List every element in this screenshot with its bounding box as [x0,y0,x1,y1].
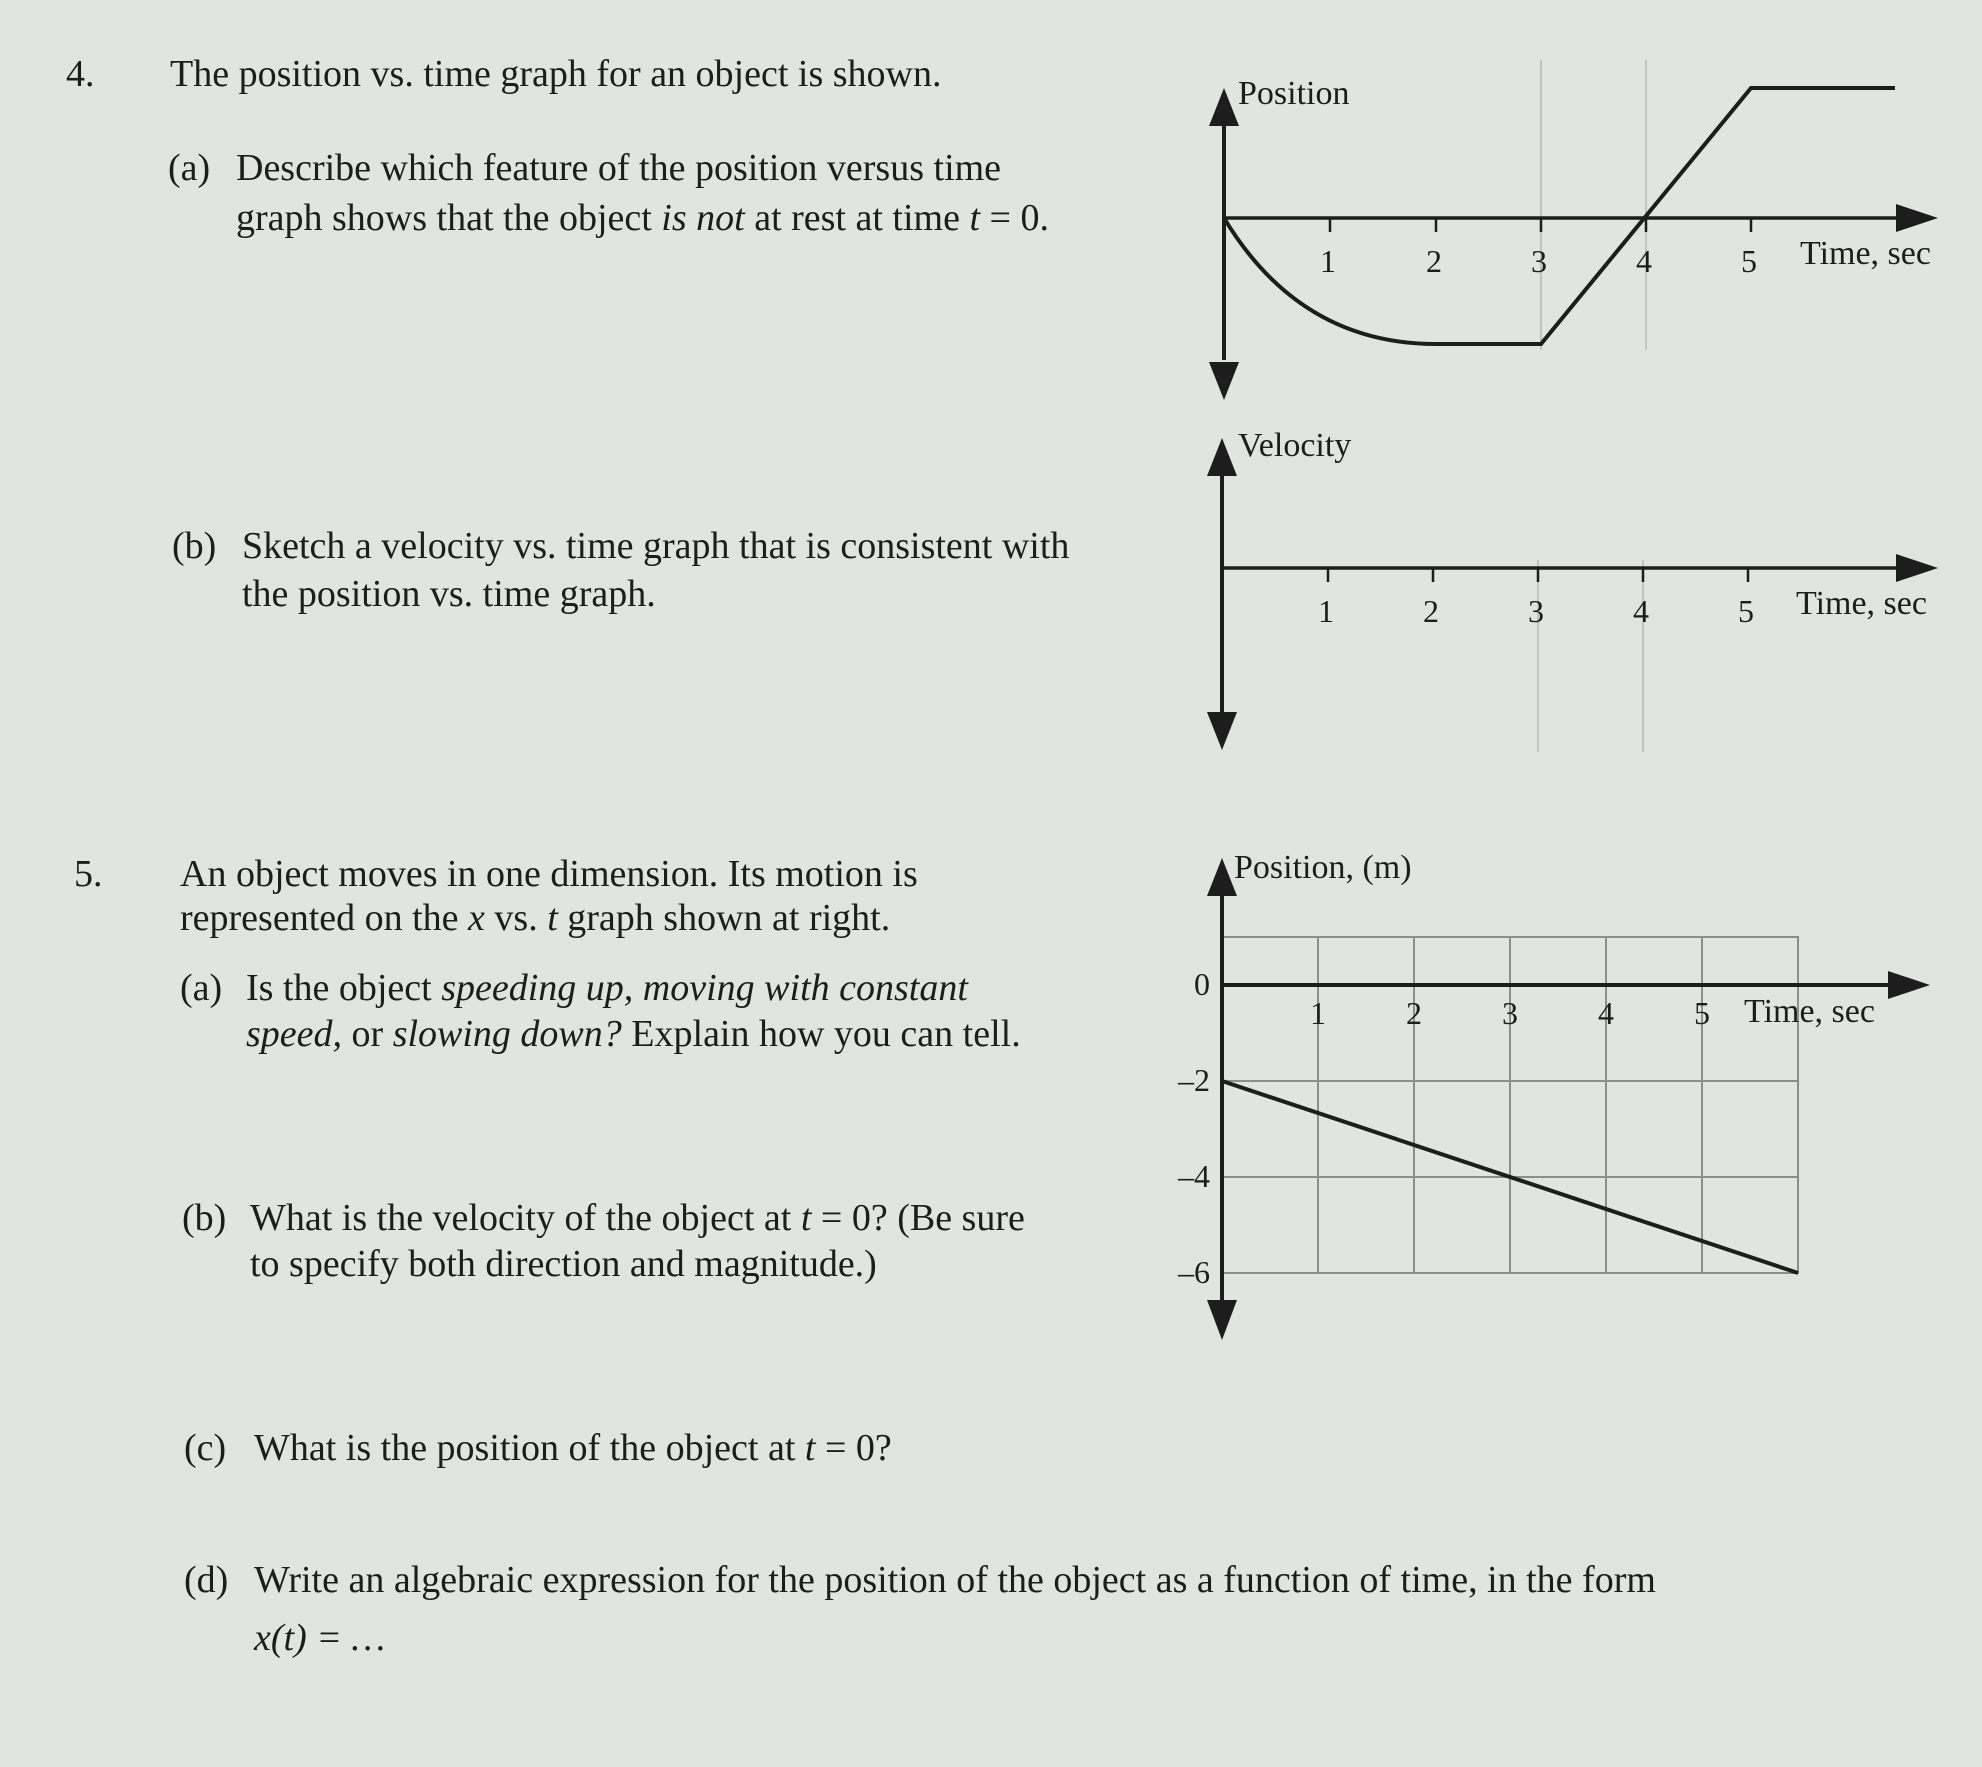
q5c-pre: What is the position of the object at [254,1427,805,1469]
q5-x-tick-label: 4 [1598,995,1614,1031]
q5-position-graph [1177,849,1930,1340]
q5c-post: = 0? [815,1427,892,1469]
velocity-y-label: Velocity [1238,427,1352,464]
position-y-axis-bottom-arrow [1209,362,1239,400]
q5-x-label: Time, sec [1744,993,1875,1030]
position-tick-label-1: 1 [1320,243,1336,279]
velocity-x-axis-arrow [1896,554,1938,582]
position-x-axis-arrow [1896,204,1938,232]
q4-number: 4. [66,53,95,95]
q5c-label: (c) [184,1427,227,1469]
q5a-post: Explain how you can tell. [621,1013,1021,1055]
q5b-line2: to specify both direction and magnitude.) [250,1243,877,1285]
velocity-tick-label-3: 3 [1528,593,1544,629]
velocity-tick-label-2: 2 [1423,593,1439,629]
q4b-line2: the position vs. time graph. [242,573,656,615]
q4a-emphasis: is not [661,197,745,239]
position-tick-label-2: 2 [1426,243,1442,279]
position-y-label: Position [1238,75,1350,112]
q4b-label: (b) [172,525,217,567]
q5-number: 5. [74,853,103,895]
q4-prompt: The position vs. time graph for an object is shown. [170,53,942,95]
q5-x-tick-label: 3 [1502,995,1518,1031]
q5-x-axis-arrow [1888,971,1930,999]
q4a-t-var: t [969,197,981,239]
q5a-em3: slowing down? [392,1013,622,1055]
position-y-axis-top-arrow [1209,88,1239,126]
q5b-t-var: t [800,1197,812,1239]
q4a-line2-pre: graph shows that the object [236,197,662,239]
q5-line2-pre: represented on the [180,897,469,939]
q5-line2-mid: vs. [484,897,548,939]
q5-x-tick-label: 5 [1694,995,1710,1031]
q5b-post: = 0? (Be sure [811,1197,1025,1239]
q5-x-var: x [468,897,485,939]
q5-y-tick-label: –4 [1178,1158,1210,1194]
q5a-em2: speed, [246,1013,343,1055]
q5-y-tick-label: –2 [1178,1062,1210,1098]
q5-y-tick-label: 0 [1194,966,1210,1002]
velocity-tick-label-5: 5 [1738,593,1754,629]
velocity-y-axis-top-arrow [1207,438,1237,476]
q5c-t-var: t [804,1427,816,1469]
q4b-line1: Sketch a velocity vs. time graph that is consistent with [242,525,1070,567]
q5-t-var: t [547,897,558,939]
q5-y-label: Position, (m) [1234,849,1412,886]
q4a-eq: = 0. [980,197,1049,239]
q5a-pre: Is the object [246,967,442,1009]
q5b-pre: What is the velocity of the object at [250,1197,801,1239]
q5-x-tick-label: 1 [1310,995,1326,1031]
velocity-x-label: Time, sec [1796,585,1927,622]
q5d-line2: x(t) = … [254,1617,386,1659]
q4a-label: (a) [168,147,211,189]
q5-line2-post: graph shown at right. [557,897,891,939]
position-x-label: Time, sec [1800,235,1931,272]
q4a-line2-post: at rest at time [744,197,970,239]
q5b-label: (b) [182,1197,227,1239]
position-tick-label-3: 3 [1531,243,1547,279]
position-graph [1209,60,1938,400]
velocity-tick-label-1: 1 [1318,593,1334,629]
q5d-line1: Write an algebraic expression for the position of the object as a function of time, in the form [254,1559,1656,1601]
q5-line1: An object moves in one dimension. Its motion is [180,853,918,895]
q4a-line1: Describe which feature of the position versus time [236,147,1002,189]
q5a-em1: speeding up, moving with constant [441,967,968,1009]
q5d-label: (d) [184,1559,229,1601]
q5-x-tick-label: 2 [1406,995,1422,1031]
q5-y-axis-bottom-arrow [1207,1300,1237,1340]
q5-y-axis-top-arrow [1207,858,1237,896]
q5a-or: or [342,1013,393,1055]
q5a-label: (a) [180,967,223,1009]
velocity-y-axis-bottom-arrow [1207,712,1237,750]
position-tick-label-4: 4 [1636,243,1652,279]
velocity-tick-label-4: 4 [1633,593,1649,629]
velocity-graph [1207,427,1938,752]
position-curve [1224,88,1895,344]
q5-y-tick-label: –6 [1178,1254,1210,1290]
position-tick-label-5: 5 [1741,243,1757,279]
